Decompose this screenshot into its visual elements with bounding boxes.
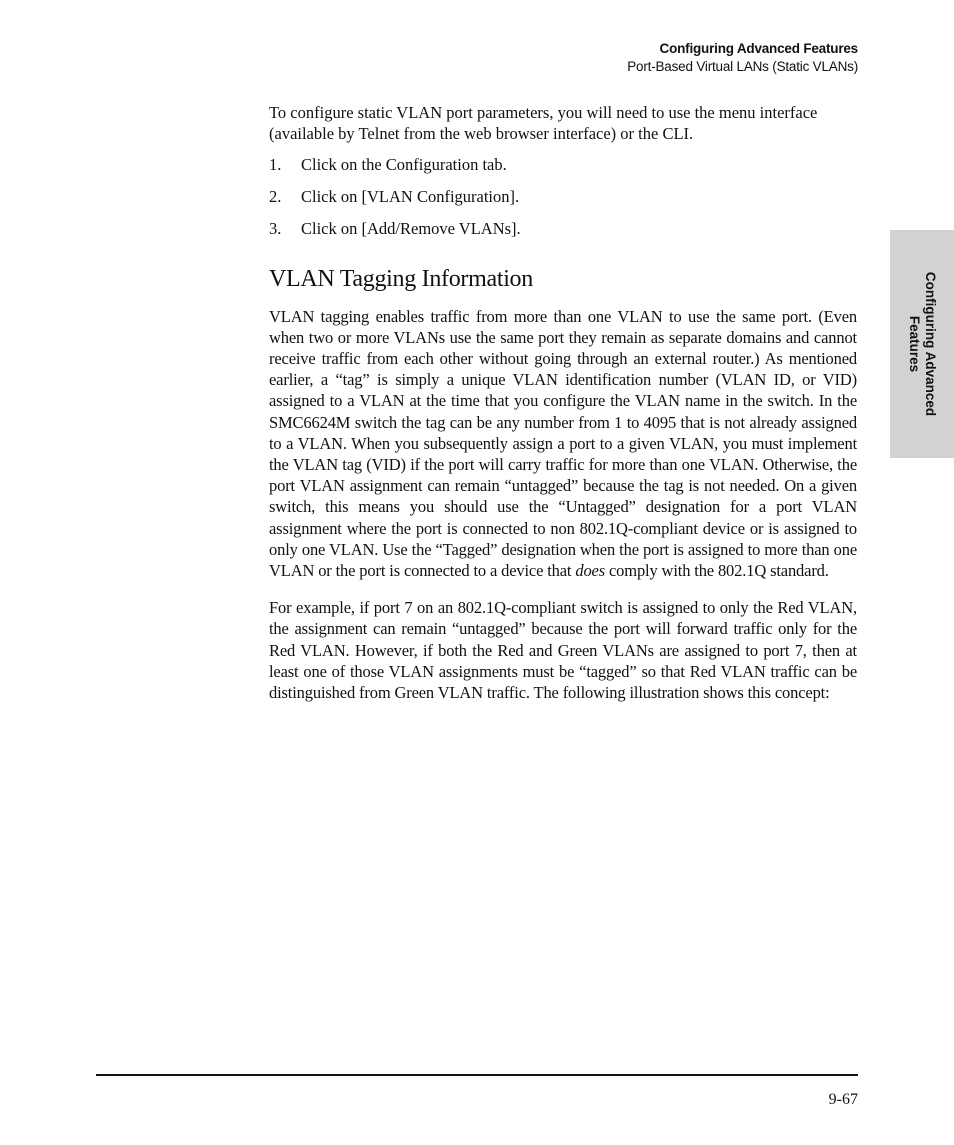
chapter-thumb-tab-label: Configuring Advanced Features [907, 271, 938, 417]
chapter-thumb-tab [890, 230, 954, 458]
list-item [269, 218, 857, 239]
step-text: Click on [VLAN Configuration]. [301, 187, 520, 207]
step-number: 1. [269, 155, 282, 175]
running-header [627, 40, 858, 76]
intro-paragraph: To configure static VLAN port parameters, you will need to use the menu interface (available by Telnet from the web browser interface) or the CLI. [269, 103, 818, 144]
emphasis-text: does [575, 561, 606, 581]
tagging-paragraph [269, 306, 857, 582]
page-body [269, 102, 857, 703]
tagging-paragraph-text: VLAN tagging enables traffic from more than one VLAN to use the same port. (Even when two or more VLANs use the same port they remain as separate domains and cannot receive traffic from each other without going through an external router.) As mentioned earlier, a “tag” is simply a unique VLAN identification number (VLAN ID, or VID) assigned to a VLAN at the time that you configure the VLAN name in the switch. In the SMC6624M switch the tag can be any number from 1 to 4095 that is not already assigned to a VLAN. When you subsequently assign a port to a given VLAN, you must implement the VLAN tag (VID) if the port will carry traffic for more than one VLAN. Otherwise, the port VLAN assignment can remain “untagged” because the tag is not needed. On a given switch, this means you should use the “Untagged” designation for a port VLAN assignment where the port is connected to non 802.1Q-compliant device or is assigned to only one VLAN. Use the “Tagged” designation when the port is assigned to more than one VLAN or the port is connected to a device that [269, 306, 857, 581]
step-number: 2. [269, 187, 282, 207]
list-item [269, 154, 857, 175]
list-item [269, 186, 857, 207]
tagging-paragraph-end: comply with the 802.1Q standard. [605, 561, 829, 581]
section-heading: VLAN Tagging Information [269, 265, 533, 292]
footer-divider [96, 1074, 858, 1076]
header-chapter-title: Configuring Advanced Features [659, 41, 858, 56]
example-paragraph: For example, if port 7 on an 802.1Q-compliant switch is assigned to only the Red VLAN, the assignment can remain “untagged” because the port will forward traffic only for the Red VLAN. However, if both the Red and Green VLANs are assigned to port 7, then at least one of those VLAN assignments must be “tagged” so that Red VLAN traffic can be distinguished from Green VLAN traffic. The following illustration shows this concept: [269, 598, 857, 703]
header-section-title: Port-Based Virtual LANs (Static VLANs) [627, 59, 858, 74]
page-number: 9-67 [828, 1091, 858, 1108]
step-text: Click on the Configuration tab. [301, 155, 507, 175]
steps-list [269, 154, 857, 239]
step-number: 3. [269, 219, 282, 239]
step-text: Click on [Add/Remove VLANs]. [301, 219, 521, 239]
